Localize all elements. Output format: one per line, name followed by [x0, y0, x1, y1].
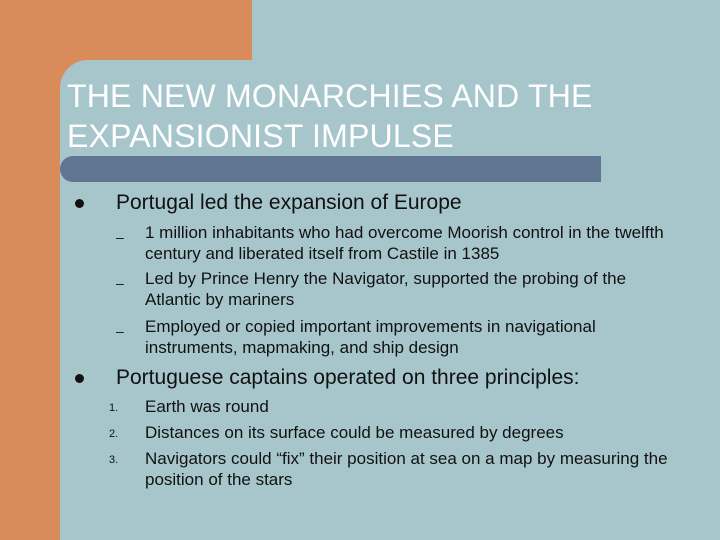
slide-title: THE NEW MONARCHIES AND THE EXPANSIONIST IMPULSE	[67, 78, 593, 154]
principle-distances-degrees: Distances on its surface could be measured by degrees	[145, 423, 564, 442]
bullet-dot-icon	[75, 374, 84, 383]
bullet-portugal-expansion: Portugal led the expansion of Europe	[116, 191, 462, 214]
principle-earth-round: Earth was round	[145, 397, 269, 416]
number-marker: 2.	[109, 428, 119, 440]
number-marker: 1.	[109, 402, 119, 414]
subitem-improvements: Employed or copied important improvements in navigational instruments, mapmaking, and ship design	[145, 317, 596, 357]
number-marker: 3.	[109, 454, 119, 466]
dash-marker: –	[116, 229, 124, 245]
bullet-three-principles: Portuguese captains operated on three principles:	[116, 366, 580, 389]
subitem-prince-henry: Led by Prince Henry the Navigator, supported the probing of the Atlantic by mariners	[145, 269, 627, 309]
bullet-dot-icon	[75, 199, 84, 208]
dash-marker: –	[116, 323, 124, 339]
principle-fix-position: Navigators could “fix” their position at sea on a map by measuring the position of the stars	[145, 449, 668, 489]
subitem-inhabitants: 1 million inhabitants who had overcome Moorish control in the twelfth century and liberated itself from Castile in 1385	[145, 223, 664, 263]
dash-marker: –	[116, 275, 124, 291]
